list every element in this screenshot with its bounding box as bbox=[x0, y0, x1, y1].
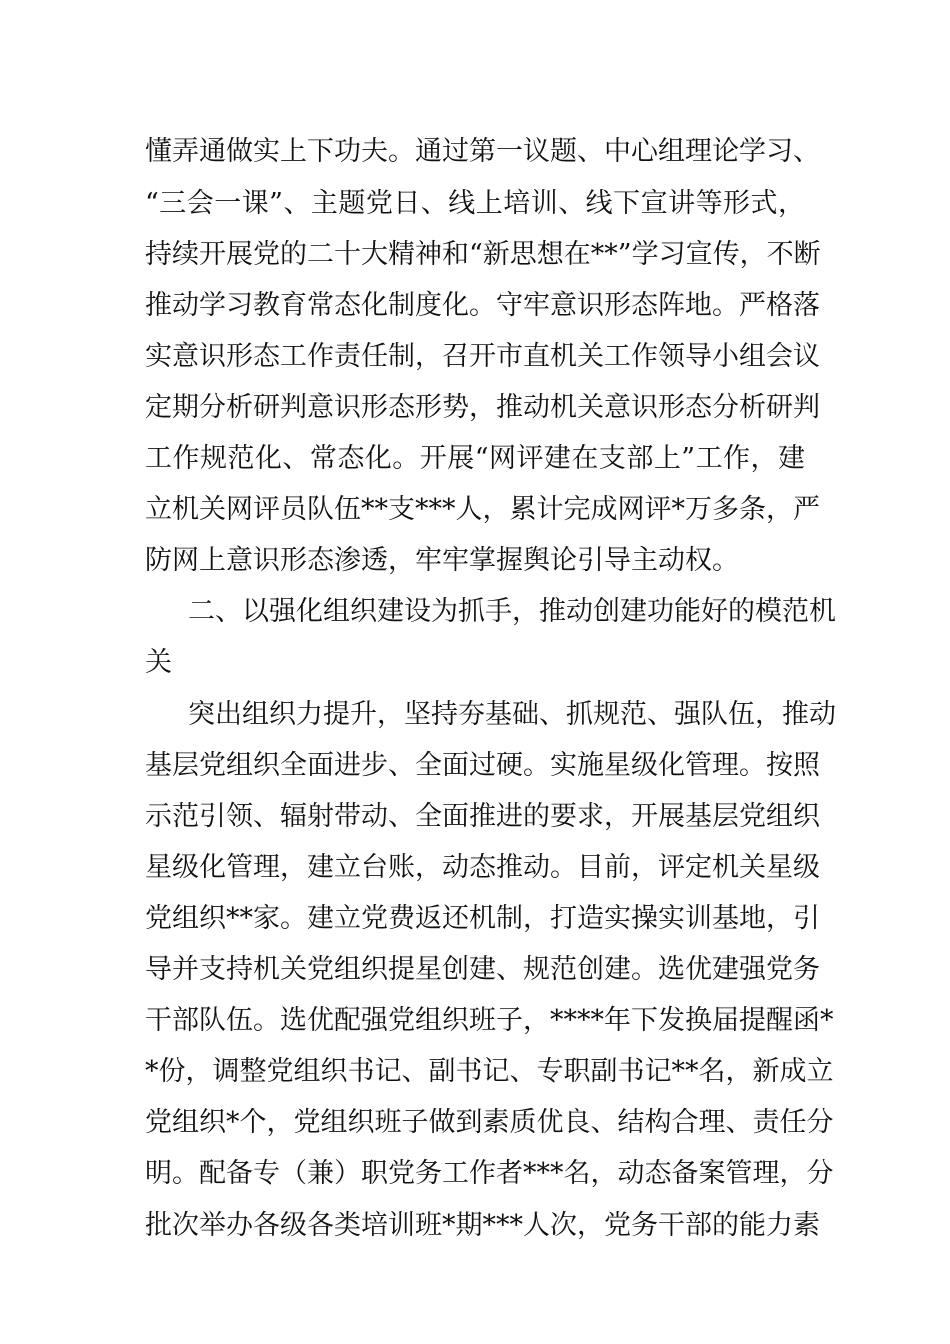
text-line: 干部队伍。选优配强党组织班子，****年下发换届提醒函* bbox=[145, 1005, 834, 1036]
text-line: 基层党组织全面进步、全面过硬。实施星级化管理。按照 bbox=[145, 750, 820, 781]
text-line: 党组织*个，党组织班子做到素质优良、结构合理、责任分 bbox=[145, 1107, 834, 1138]
section-heading: 二、以强化组织建设为抓手，推动创建功能好的模范机 bbox=[188, 596, 836, 627]
text-line: 防网上意识形态渗透，牢牢掌握舆论引导主动权。 bbox=[145, 545, 739, 576]
text-line: 推动学习教育常态化制度化。守牢意识形态阵地。严格落 bbox=[145, 290, 820, 321]
text-line: *份，调整党组织书记、副书记、专职副书记**名，新成立 bbox=[145, 1056, 834, 1087]
paragraph-first-line: 突出组织力提升，坚持夯基础、抓规范、强队伍，推动 bbox=[188, 699, 836, 730]
text-line: 持续开展党的二十大精神和“新思想在**”学习宣传，不断 bbox=[145, 239, 821, 270]
text-line: 星级化管理，建立台账，动态推动。目前，评定机关星级 bbox=[145, 852, 820, 883]
text-line: 立机关网评员队伍**支***人，累计完成网评*万多条，严 bbox=[145, 494, 820, 525]
text-line: 批次举办各级各类培训班*期***人次，党务干部的能力素 bbox=[145, 1210, 820, 1241]
text-line: 工作规范化、常态化。开展“网评建在支部上”工作，建 bbox=[145, 443, 805, 474]
text-line: 懂弄通做实上下功夫。通过第一议题、中心组理论学习、 bbox=[145, 136, 820, 167]
text-line: 导并支持机关党组织提星创建、规范创建。选优建强党务 bbox=[145, 954, 820, 985]
text-line: “三会一课”、主题党日、线上培训、线下宣讲等形式， bbox=[145, 188, 805, 219]
text-line: 定期分析研判意识形态形势，推动机关意识形态分析研判 bbox=[145, 392, 820, 423]
section-heading-continuation: 关 bbox=[145, 647, 172, 678]
text-line: 党组织**家。建立党费返还机制，打造实操实训基地，引 bbox=[145, 903, 820, 934]
text-line: 明。配备专（兼）职党务工作者***名，动态备案管理，分 bbox=[145, 1158, 834, 1189]
text-line: 示范引领、辐射带动、全面推进的要求，开展基层党组织 bbox=[145, 801, 820, 832]
text-line: 实意识形态工作责任制，召开市直机关工作领导小组会议 bbox=[145, 341, 820, 372]
